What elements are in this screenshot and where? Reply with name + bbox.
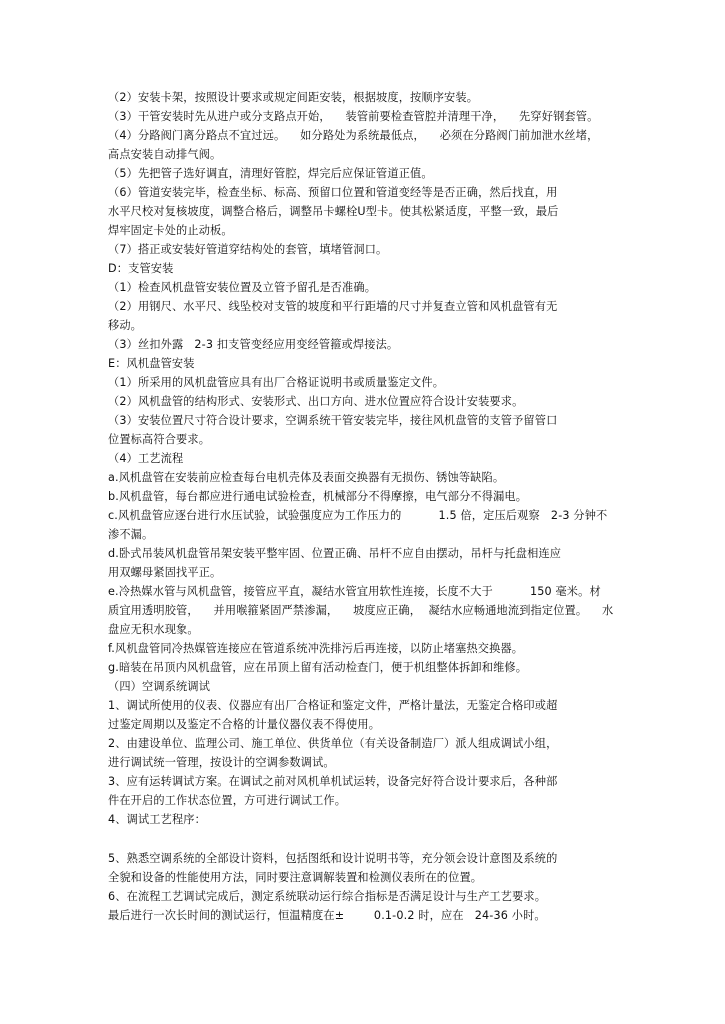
text-line: （1）检查风机盘管安装位置及立管予留孔是否准确。: [108, 281, 377, 294]
text-line: 过鉴定周期以及鉴定不合格的计量仪器仪表不得使用。: [108, 718, 381, 731]
text-line: （1）所采用的风机盘管应具有出厂合格证说明书或质量鉴定文件。: [108, 376, 445, 389]
text-line: （5）先把管子选好调直，清理好管腔，焊完后应保证管道正值。: [108, 167, 433, 180]
text-line: （3）干管安装时先从进户或分支路点开始， 装管前要检查管腔并清理干净， 先穿好钢套管。: [108, 110, 599, 123]
text-line: （2）安装卡架，按照设计要求或规定间距安装，根据坡度，按顺序安装。: [108, 91, 479, 104]
text-line: f.风机盘管同冷热媒管连接应在管道系统冲洗排污后再连接，以防止堵塞热交换器。: [108, 642, 524, 655]
subsection-heading: （4）工艺流程: [108, 452, 184, 465]
text-line: 6、在流程工艺调试完成后，测定系统联动运行综合指标是否满足设计与生产工艺要求。: [108, 890, 547, 903]
section-heading: （四）空调系统调试: [108, 680, 211, 693]
text-line: 1、调试所使用的仪表、仪器应有出厂合格证和鉴定文件，严格计量法，无鉴定合格印或超: [108, 699, 558, 712]
text-line: 2、由建设单位、监理公司、施工单位、供货单位（有关设备制造厂）派人组成调试小组，: [108, 737, 558, 750]
section-heading: D：支管安装: [108, 262, 174, 275]
text-line: 4、调试工艺程序：: [108, 813, 206, 826]
text-line: 5、熟悉空调系统的全部设计资料，包括图纸和设计说明书等，充分领会设计意图及系统的: [108, 852, 558, 865]
text-line: 件在开启的工作状态位置，方可进行调试工作。: [108, 794, 347, 807]
text-line: 质宜用透明胶管， 并用喉箍紧固严禁渗漏， 坡度应正确， 凝结水应畅通地流到指定位置。 水: [108, 604, 614, 617]
section-heading: E：风机盘管安装: [108, 357, 195, 370]
text-line: （2）用钢尺、水平尺、线坠校对支管的坡度和平行距墙的尺寸并复查立管和风机盘管有无: [108, 300, 558, 313]
text-line: 全貌和设备的性能使用方法，同时要注意调解装置和检测仪表所在的位置。: [108, 871, 483, 884]
text-line: 渗不漏。: [108, 528, 154, 541]
text-line: 盘应无积水现象。: [108, 623, 199, 636]
text-line: c.风机盘管应逐台进行水压试验，试验强度应为工作压力的 1.5 倍，定压后观察 2-3 分钟不: [108, 509, 608, 522]
text-line: 用双螺母紧固找平正。: [108, 566, 222, 579]
text-line: 水平尺校对复核坡度，调整合格后，调整吊卡螺栓U型卡。使其松紧适度，平整一致，最后: [108, 205, 559, 218]
text-line: 高点安装自动排气阀。: [108, 148, 222, 161]
text-line: 焊牢固定卡处的止动板。: [108, 224, 233, 237]
text-line: 3、应有运转调试方案。在调试之前对风机单机试运转，设备完好符合设计要求后，各种部: [108, 775, 558, 788]
text-line: （6）管道安装完毕，检查坐标、标高、预留口位置和管道变经等是否正确，然后找直，用: [108, 186, 558, 199]
text-line: d.卧式吊装风机盘管吊架安装平整牢固、位置正确、吊杆不应自由摆动，吊杆与托盘相连应: [108, 547, 562, 560]
text-line: 移动。: [108, 319, 143, 332]
text-line: （3）安装位置尺寸符合设计要求，空调系统干管安装完毕，接往风机盘管的支管予留管口: [108, 414, 558, 427]
text-line: 进行调试统一管理，按设计的空调参数调试。: [108, 756, 335, 769]
text-line: （3）丝扣外露 2-3 扣支管变经应用变经管箍或焊接法。: [108, 338, 399, 351]
text-line: （2）风机盘管的结构形式、安装形式、出口方向、进水位置应符合设计安装要求。: [108, 395, 524, 408]
text-line: a.风机盘管在安装前应检查每台电机壳体及表面交换器有无损伤、锈蚀等缺陷。: [108, 471, 505, 484]
text-line: b.风机盘管，每台都应进行通电试验检查，机械部分不得摩擦，电气部分不得漏电。: [108, 490, 528, 503]
text-line: 位置标高符合要求。: [108, 433, 211, 446]
text-line: （7）搭正或安装好管道穿结构处的套管，填堵管洞口。: [108, 243, 388, 256]
text-line: （4）分路阀门离分路点不宜过远。 如分路处为系统最低点， 必须在分路阀门前加泄水丝堵，: [108, 129, 599, 142]
text-line: e.冷热媒水管与风机盘管，接管应平直，凝结水管宜用软性连接，长度不大于 150 毫米。材: [108, 585, 601, 598]
text-line: 最后进行一次长时间的测试运行，恒温精度在± 0.1-0.2 时，应在 24-36 小时。: [108, 909, 546, 922]
text-line: g.暗装在吊顶内风机盘管，应在吊顶上留有活动检查门，便于机组整体拆卸和维修。: [108, 661, 528, 674]
